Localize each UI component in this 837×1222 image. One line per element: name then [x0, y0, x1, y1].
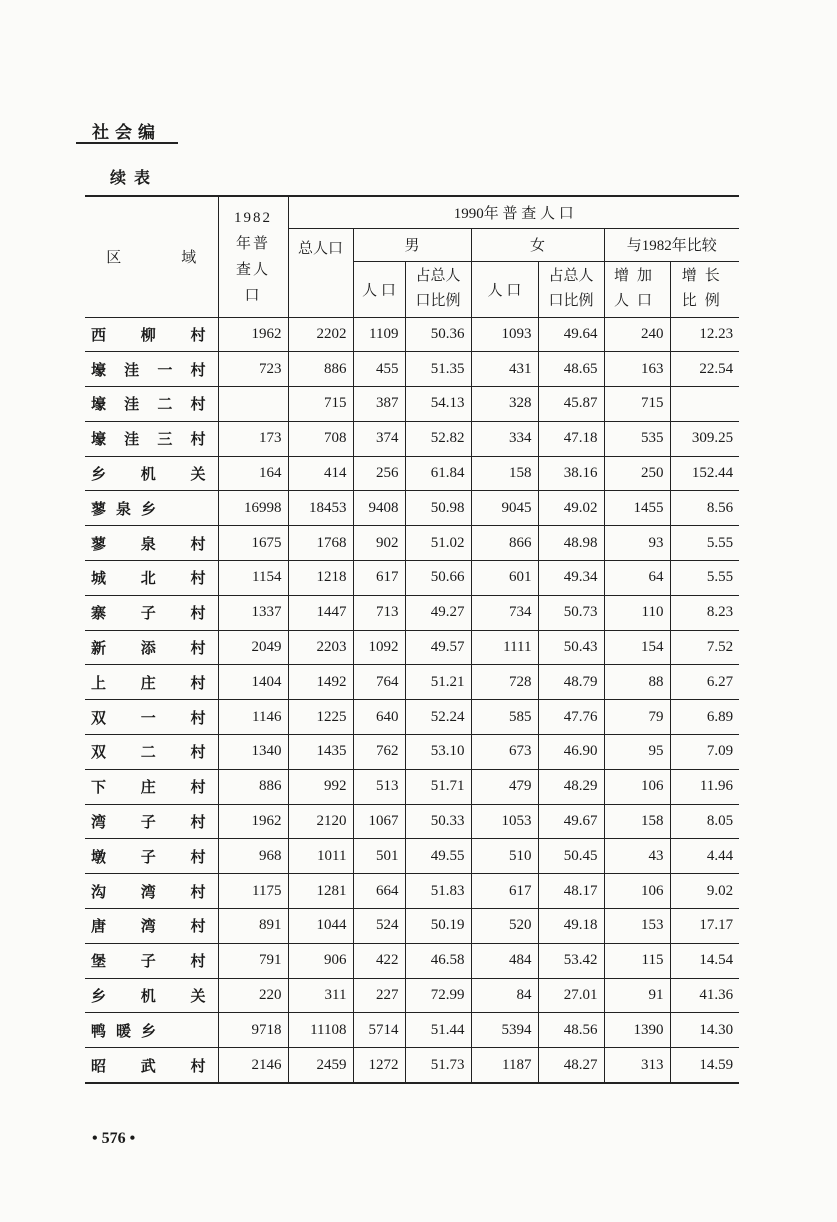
cell-male: 422 — [353, 943, 405, 978]
cell-female-pct: 50.73 — [538, 595, 604, 630]
area-name-cell: 唐湾村 — [85, 909, 218, 944]
cell-total: 2459 — [288, 1048, 353, 1083]
cell-inc: 106 — [604, 769, 670, 804]
table-row — [85, 1013, 739, 1048]
cell-female-pct: 49.02 — [538, 491, 604, 526]
cell-female-pct: 48.98 — [538, 526, 604, 561]
cell-female: 520 — [471, 909, 538, 944]
table-row — [85, 526, 739, 561]
page-number: • 576 • — [92, 1130, 136, 1147]
cell-total: 2202 — [288, 317, 353, 352]
area-name-cell: 西柳村 — [85, 317, 218, 352]
cell-growth: 8.05 — [670, 804, 739, 839]
cell-male: 664 — [353, 874, 405, 909]
cell-male-pct: 72.99 — [405, 978, 471, 1013]
cell-male: 1109 — [353, 317, 405, 352]
table-row — [85, 630, 739, 665]
header-male-population: 人 口 — [353, 261, 405, 317]
cell-male-pct: 53.10 — [405, 735, 471, 770]
cell-inc: 64 — [604, 561, 670, 596]
area-name-cell: 墩子村 — [85, 839, 218, 874]
cell-female: 158 — [471, 456, 538, 491]
area-name-cell: 沟湾村 — [85, 874, 218, 909]
cell-inc: 43 — [604, 839, 670, 874]
cell-total: 886 — [288, 352, 353, 387]
cell-male-pct: 50.33 — [405, 804, 471, 839]
cell-male-pct: 49.57 — [405, 630, 471, 665]
area-name-cell: 壕洼二村 — [85, 387, 218, 422]
cell-male-pct: 46.58 — [405, 943, 471, 978]
cell-inc: 79 — [604, 700, 670, 735]
cell-total: 715 — [288, 387, 353, 422]
cell-p1982: 1146 — [218, 700, 288, 735]
area-name-cell: 堡子村 — [85, 943, 218, 978]
cell-p1982: 1154 — [218, 561, 288, 596]
area-name-cell: 壕洼三村 — [85, 421, 218, 456]
cell-male: 762 — [353, 735, 405, 770]
cell-p1982: 2049 — [218, 630, 288, 665]
cell-female: 866 — [471, 526, 538, 561]
cell-inc: 88 — [604, 665, 670, 700]
cell-inc: 715 — [604, 387, 670, 422]
cell-male: 455 — [353, 352, 405, 387]
area-name-cell: 乡机关 — [85, 456, 218, 491]
cell-growth: 7.52 — [670, 630, 739, 665]
cell-female-pct: 48.27 — [538, 1048, 604, 1083]
header-growth-ratio: 增长比例 — [670, 261, 739, 317]
cell-female: 9045 — [471, 491, 538, 526]
cell-female-pct: 46.90 — [538, 735, 604, 770]
cell-male-pct: 51.21 — [405, 665, 471, 700]
cell-total: 311 — [288, 978, 353, 1013]
cell-male: 902 — [353, 526, 405, 561]
cell-inc: 250 — [604, 456, 670, 491]
area-name-cell: 蓼泉乡 — [85, 491, 218, 526]
cell-male-pct: 51.73 — [405, 1048, 471, 1083]
cell-total: 11108 — [288, 1013, 353, 1048]
cell-total: 18453 — [288, 491, 353, 526]
cell-female: 484 — [471, 943, 538, 978]
cell-female: 1111 — [471, 630, 538, 665]
table-row — [85, 317, 739, 352]
cell-female: 431 — [471, 352, 538, 387]
cell-male: 524 — [353, 909, 405, 944]
cell-p1982: 1962 — [218, 804, 288, 839]
header-compare-1982: 与1982年比较 — [604, 228, 739, 261]
cell-female-pct: 48.29 — [538, 769, 604, 804]
area-name-cell: 昭武村 — [85, 1048, 218, 1083]
cell-growth: 6.89 — [670, 700, 739, 735]
cell-female-pct: 48.56 — [538, 1013, 604, 1048]
cell-growth: 11.96 — [670, 769, 739, 804]
cell-male: 5714 — [353, 1013, 405, 1048]
cell-growth — [670, 387, 739, 422]
cell-female-pct: 49.34 — [538, 561, 604, 596]
cell-male-pct: 61.84 — [405, 456, 471, 491]
cell-p1982: 886 — [218, 769, 288, 804]
table-header — [85, 196, 739, 317]
cell-growth: 12.23 — [670, 317, 739, 352]
cell-female: 601 — [471, 561, 538, 596]
cell-female-pct: 50.45 — [538, 839, 604, 874]
cell-growth: 5.55 — [670, 561, 739, 596]
cell-p1982: 1404 — [218, 665, 288, 700]
table-row — [85, 978, 739, 1013]
cell-growth: 14.30 — [670, 1013, 739, 1048]
cell-male-pct: 51.02 — [405, 526, 471, 561]
area-name-cell: 湾子村 — [85, 804, 218, 839]
section-title-underline — [76, 142, 178, 144]
cell-female-pct: 53.42 — [538, 943, 604, 978]
cell-female-pct: 45.87 — [538, 387, 604, 422]
cell-p1982: 1340 — [218, 735, 288, 770]
area-name-cell: 壕洼一村 — [85, 352, 218, 387]
cell-inc: 115 — [604, 943, 670, 978]
cell-female: 1093 — [471, 317, 538, 352]
cell-male-pct: 52.82 — [405, 421, 471, 456]
table-row — [85, 595, 739, 630]
cell-growth: 14.59 — [670, 1048, 739, 1083]
table-row — [85, 839, 739, 874]
cell-growth: 14.54 — [670, 943, 739, 978]
cell-male: 1067 — [353, 804, 405, 839]
cell-female: 479 — [471, 769, 538, 804]
cell-p1982: 173 — [218, 421, 288, 456]
cell-inc: 153 — [604, 909, 670, 944]
cell-inc: 158 — [604, 804, 670, 839]
cell-inc: 163 — [604, 352, 670, 387]
cell-female-pct: 38.16 — [538, 456, 604, 491]
cell-inc: 95 — [604, 735, 670, 770]
cell-inc: 313 — [604, 1048, 670, 1083]
cell-p1982 — [218, 387, 288, 422]
header-area: 区 域 — [85, 196, 218, 317]
header-census-1990: 1990年 普 查 人 口 — [288, 196, 739, 228]
cell-inc: 93 — [604, 526, 670, 561]
cell-male: 617 — [353, 561, 405, 596]
cell-growth: 41.36 — [670, 978, 739, 1013]
cell-male-pct: 51.71 — [405, 769, 471, 804]
cell-p1982: 9718 — [218, 1013, 288, 1048]
cell-female: 673 — [471, 735, 538, 770]
cell-female-pct: 47.76 — [538, 700, 604, 735]
cell-male: 640 — [353, 700, 405, 735]
cell-total: 1044 — [288, 909, 353, 944]
cell-female-pct: 48.17 — [538, 874, 604, 909]
cell-female: 585 — [471, 700, 538, 735]
table-row — [85, 874, 739, 909]
cell-female: 617 — [471, 874, 538, 909]
cell-p1982: 220 — [218, 978, 288, 1013]
table-continued-label: 续表 — [110, 168, 159, 187]
cell-growth: 9.02 — [670, 874, 739, 909]
cell-female: 728 — [471, 665, 538, 700]
cell-total: 1447 — [288, 595, 353, 630]
cell-male: 1092 — [353, 630, 405, 665]
cell-male-pct: 51.44 — [405, 1013, 471, 1048]
cell-male-pct: 54.13 — [405, 387, 471, 422]
area-name-cell: 城北村 — [85, 561, 218, 596]
table-row — [85, 700, 739, 735]
area-name-cell: 双二村 — [85, 735, 218, 770]
cell-male-pct: 52.24 — [405, 700, 471, 735]
header-male: 男 — [353, 228, 471, 261]
cell-growth: 8.56 — [670, 491, 739, 526]
table-row — [85, 456, 739, 491]
cell-growth: 8.23 — [670, 595, 739, 630]
cell-female-pct: 27.01 — [538, 978, 604, 1013]
cell-female: 510 — [471, 839, 538, 874]
area-name-cell: 新添村 — [85, 630, 218, 665]
cell-total: 708 — [288, 421, 353, 456]
table-row — [85, 387, 739, 422]
cell-male-pct: 51.35 — [405, 352, 471, 387]
cell-male: 713 — [353, 595, 405, 630]
cell-total: 1435 — [288, 735, 353, 770]
area-name-cell: 上庄村 — [85, 665, 218, 700]
cell-male-pct: 50.66 — [405, 561, 471, 596]
table-row — [85, 352, 739, 387]
cell-p1982: 164 — [218, 456, 288, 491]
cell-female: 328 — [471, 387, 538, 422]
cell-male-pct: 50.98 — [405, 491, 471, 526]
cell-female: 5394 — [471, 1013, 538, 1048]
cell-male-pct: 50.36 — [405, 317, 471, 352]
table-row — [85, 909, 739, 944]
area-name-cell: 鸭暖乡 — [85, 1013, 218, 1048]
table-row — [85, 943, 739, 978]
cell-total: 1281 — [288, 874, 353, 909]
cell-male-pct: 50.19 — [405, 909, 471, 944]
cell-inc: 1390 — [604, 1013, 670, 1048]
cell-inc: 535 — [604, 421, 670, 456]
cell-p1982: 1675 — [218, 526, 288, 561]
area-name-cell: 乡机关 — [85, 978, 218, 1013]
table-row — [85, 1048, 739, 1083]
cell-female: 734 — [471, 595, 538, 630]
cell-p1982: 1337 — [218, 595, 288, 630]
cell-inc: 106 — [604, 874, 670, 909]
cell-inc: 91 — [604, 978, 670, 1013]
header-census-1982: 1982年普查人口 — [218, 196, 288, 317]
cell-total: 2203 — [288, 630, 353, 665]
area-name-cell: 蓼泉村 — [85, 526, 218, 561]
header-increase-population: 增加人口 — [604, 261, 670, 317]
cell-male-pct: 51.83 — [405, 874, 471, 909]
cell-female: 334 — [471, 421, 538, 456]
table-row — [85, 491, 739, 526]
cell-female: 1187 — [471, 1048, 538, 1083]
table-row — [85, 769, 739, 804]
cell-male: 764 — [353, 665, 405, 700]
cell-growth: 4.44 — [670, 839, 739, 874]
cell-female: 1053 — [471, 804, 538, 839]
cell-total: 1218 — [288, 561, 353, 596]
cell-male: 1272 — [353, 1048, 405, 1083]
cell-p1982: 1175 — [218, 874, 288, 909]
header-total-population: 总人口 — [288, 228, 353, 317]
cell-inc: 240 — [604, 317, 670, 352]
area-name-cell: 双一村 — [85, 700, 218, 735]
cell-male-pct: 49.55 — [405, 839, 471, 874]
cell-female-pct: 50.43 — [538, 630, 604, 665]
cell-total: 906 — [288, 943, 353, 978]
cell-p1982: 791 — [218, 943, 288, 978]
cell-p1982: 968 — [218, 839, 288, 874]
census-table — [85, 195, 739, 1084]
header-male-share: 占总人口比例 — [405, 261, 471, 317]
cell-growth: 22.54 — [670, 352, 739, 387]
cell-total: 1225 — [288, 700, 353, 735]
cell-male: 256 — [353, 456, 405, 491]
cell-p1982: 1962 — [218, 317, 288, 352]
cell-growth: 17.17 — [670, 909, 739, 944]
table-body — [85, 317, 739, 1083]
cell-total: 1011 — [288, 839, 353, 874]
cell-female: 84 — [471, 978, 538, 1013]
cell-inc: 110 — [604, 595, 670, 630]
cell-growth: 7.09 — [670, 735, 739, 770]
area-name-cell: 下庄村 — [85, 769, 218, 804]
cell-female-pct: 49.18 — [538, 909, 604, 944]
cell-total: 414 — [288, 456, 353, 491]
header-female: 女 — [471, 228, 604, 261]
cell-total: 992 — [288, 769, 353, 804]
table-row — [85, 561, 739, 596]
cell-growth: 152.44 — [670, 456, 739, 491]
cell-p1982: 16998 — [218, 491, 288, 526]
cell-p1982: 891 — [218, 909, 288, 944]
cell-male: 501 — [353, 839, 405, 874]
cell-growth: 6.27 — [670, 665, 739, 700]
cell-female-pct: 49.64 — [538, 317, 604, 352]
cell-p1982: 723 — [218, 352, 288, 387]
cell-female-pct: 48.79 — [538, 665, 604, 700]
cell-male: 387 — [353, 387, 405, 422]
cell-male: 513 — [353, 769, 405, 804]
header-female-share: 占总人口比例 — [538, 261, 604, 317]
cell-total: 1768 — [288, 526, 353, 561]
area-name-cell: 寨子村 — [85, 595, 218, 630]
table-row — [85, 735, 739, 770]
cell-male: 227 — [353, 978, 405, 1013]
cell-male-pct: 49.27 — [405, 595, 471, 630]
cell-total: 2120 — [288, 804, 353, 839]
cell-inc: 1455 — [604, 491, 670, 526]
cell-inc: 154 — [604, 630, 670, 665]
table-row — [85, 421, 739, 456]
header-female-population: 人 口 — [471, 261, 538, 317]
cell-male: 9408 — [353, 491, 405, 526]
cell-male: 374 — [353, 421, 405, 456]
cell-total: 1492 — [288, 665, 353, 700]
section-title: 社会编 — [92, 123, 161, 143]
table-row — [85, 804, 739, 839]
cell-female-pct: 49.67 — [538, 804, 604, 839]
cell-female-pct: 48.65 — [538, 352, 604, 387]
cell-growth: 5.55 — [670, 526, 739, 561]
table-row — [85, 665, 739, 700]
cell-p1982: 2146 — [218, 1048, 288, 1083]
cell-growth: 309.25 — [670, 421, 739, 456]
cell-female-pct: 47.18 — [538, 421, 604, 456]
